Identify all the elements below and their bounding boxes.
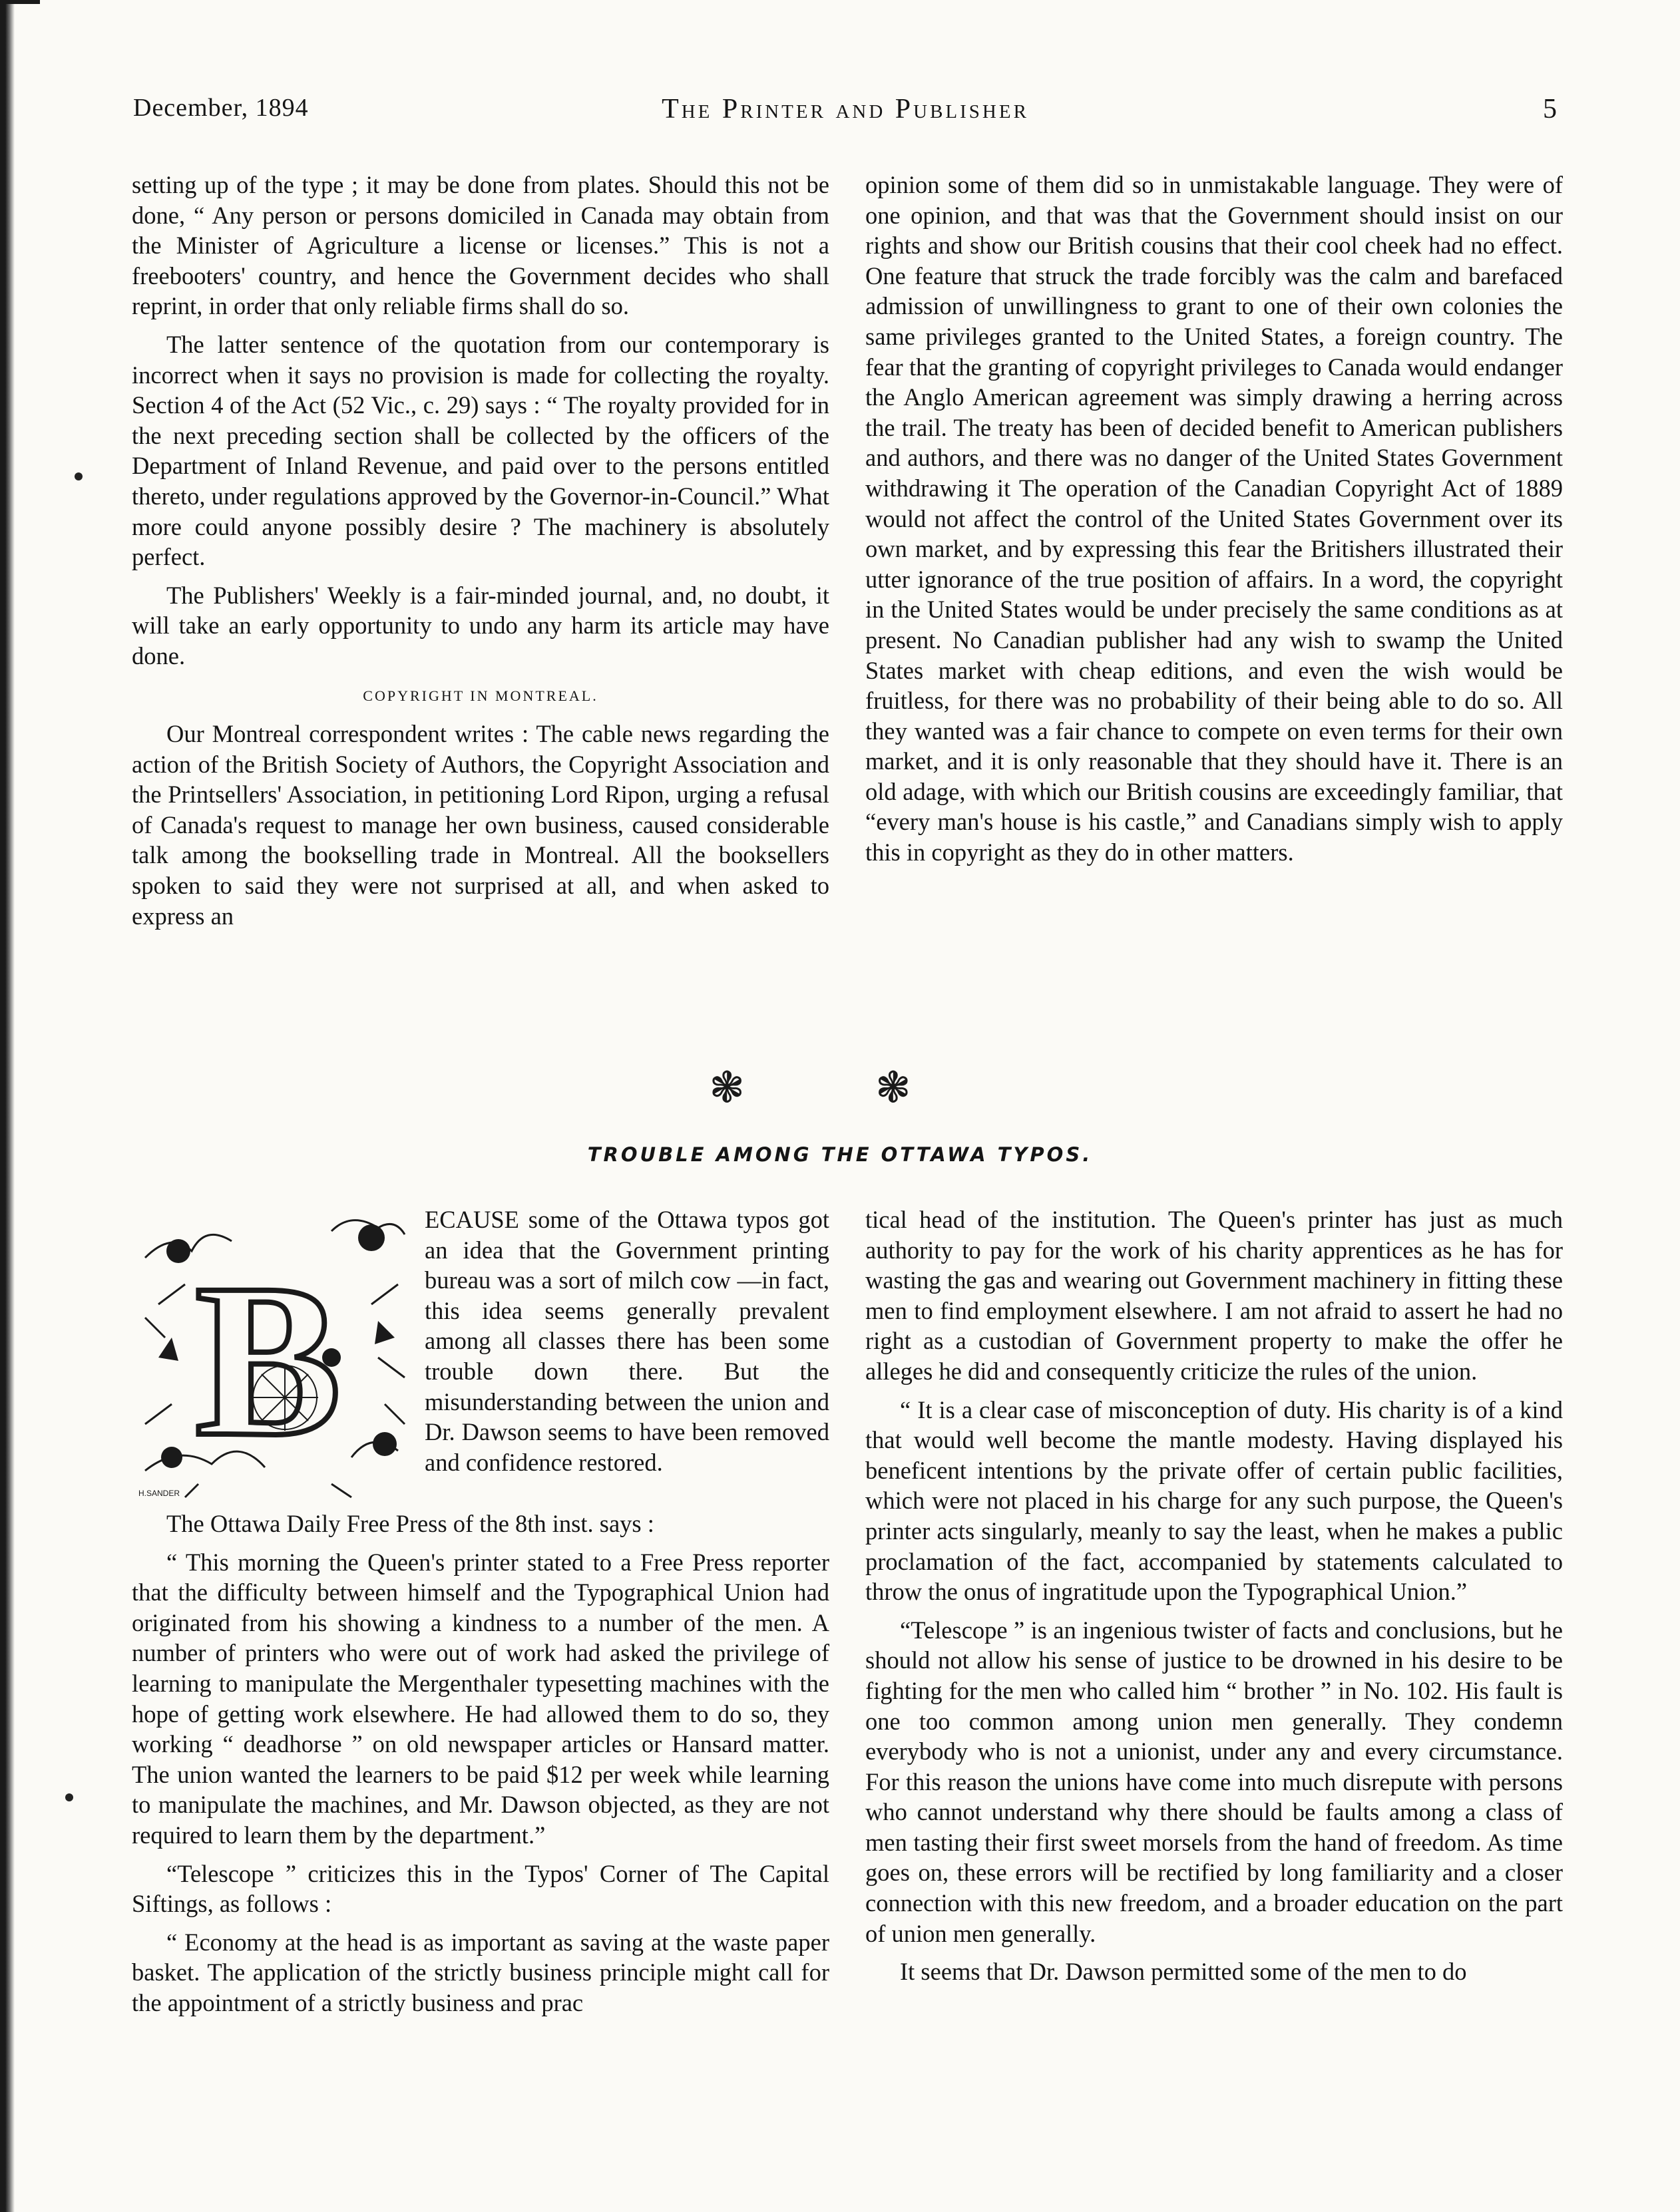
decorative-initial <box>132 1204 411 1501</box>
margin-mark <box>65 1793 73 1801</box>
paragraph: It seems that Dr. Dawson permitted some of the men to do <box>900 1958 1467 1986</box>
paragraph: “Telescope ” criticizes this in the Typos' Corner of The Capital Siftings, as follows : <box>132 1859 829 1918</box>
paragraph: “ This morning the Queen's printer stated to a Free Press reporter that the difficulty between himself and the Typographical Union had originated from his showing a kindness to a number of the men. A number of printers who were out of work had asked the privilege of learning to manipulate the Mergenthaler typesetting machines with the hope of getting work elsewhere. He had allowed them to do so, they working “ deadhorse ” on old newspaper articles or Hansard matter. The union wanted the learners to be paid $12 per week while learning to manipulate the machines, and Mr. Dawson objected, as they are not required to learn them by the department.” <box>132 1548 829 1849</box>
running-head <box>133 93 1558 133</box>
lead-paragraph: ECAUSE some of the Ottawa typos got an idea that the Government printing bureau was a sort of milch cow —in fact, this idea seems generally prevalent among all classes there has been some trouble down there. But the misunderstanding between the union and Dr. Dawson seems to have been removed and confidence restored. <box>425 1206 829 1476</box>
scan-corner-mark <box>0 0 40 4</box>
paragraph: The Ottawa Daily Free Press of the 8th inst. says : <box>166 1510 654 1537</box>
bottom-right-column <box>865 1204 1563 1987</box>
header-title: The Printer and Publisher <box>662 94 1029 124</box>
section-ornaments: ❃ ❃ <box>709 1064 971 1111</box>
paragraph: opinion some of them did so in unmistakable language. They were of one opinion, and that was that the Government should insist on our rights and show our British cousins that their cool cheek had no effect. One feature that struck the trade forcibly was the calm and barefaced admission of unwillingness to grant to one of their own colonies the same privileges granted to the United States, a foreign country. The fear that the granting of copyright privileges to Canada would endanger the Anglo American agreement was simply drawing a herring across the trail. The treaty has been of decided benefit to American publishers and authors, and there was no danger of the United States Government withdrawing it The operation of the Canadian Copyright Act of 1889 would not affect the control of the United States Government over its own market, and by expressing this fear the Britishers illustrated their utter ignorance of the true position of affairs. In a word, the copyright in the United States would be under precisely the same conditions as at present. No Canadian publisher had any wish to swamp the United States market with cheap editions, and even the wish would be fruitless, for there was no probability of their being able to do so. All they wanted was a fair chance to compete on even terms for their own market, and it is only reasonable that they should have it. There is an old adage, with which our British cousins are exceedingly familiar, that “every man's house is his castle,” and Canadians simply wish to apply this in copyright as they do in other matters. <box>865 171 1563 866</box>
margin-mark <box>75 472 83 480</box>
paragraph: “Telescope ” is an ingenious twister of facts and conclusions, but he should not allow his sense of justice to be drowned in his desire to be fighting for the men who called him “ brother ” in No. 102. His fault is one too common among union men generally. They condemn everybody who is not a unionist, under any and every circumstance. For this reason the unions have come into much disrepute with persons who cannot understand why there should be faults among a class of men tasting their first sweet morsels from the hand of freedom. As time goes on, these errors will be rectified by long familiarity and a closer connection with this new freedom, and a broader education on the part of union men generally. <box>865 1616 1563 1947</box>
page-number: 5 <box>1543 94 1558 124</box>
top-right-column <box>865 170 1563 868</box>
svg-text:H.SANDER: H.SANDER <box>138 1489 180 1498</box>
paragraph: Our Montreal correspondent writes : The cable news regarding the action of the British Society of Authors, the Copyright Association and the Printsellers' Association, in petitioning Lord Ripon, urging a refusal of Canada's request to manage her own business, caused considerable talk among the bookselling trade in Montreal. All the booksellers spoken to said they were not surprised at all, and when asked to express an <box>132 720 829 930</box>
top-left-column <box>132 170 829 931</box>
header-date: December, 1894 <box>133 94 309 122</box>
svg-text:B: B <box>194 1239 342 1482</box>
paragraph: The latter sentence of the quotation from our contemporary is incorrect when it says no provision is made for collecting the royalty. Section 4 of the Act (52 Vic., c. 29) says : “ The royalty provided for in the next preceding section shall be collected by the officers of the Department of Inland Revenue, and paid over to the persons entitled thereto, under regulations approved by the Governor-in-Council.” What more could anyone possibly desire ? The machinery is absolutely perfect. <box>132 330 829 571</box>
paragraph: tical head of the institution. The Queen's printer has just as much authority to pay for the work of his charity apprentices as he has for wasting the gas and wearing out Government machinery in fitting these men to find employment elsewhere. I am not afraid to assert he had no right as a custodian of Government property to make the offer he alleges he did and consequently criticize the rules of the union. <box>865 1206 1563 1385</box>
subheading: COPYRIGHT IN MONTREAL. <box>363 687 598 704</box>
article-title: TROUBLE AMONG THE OTTAWA TYPOS. <box>587 1143 1093 1166</box>
paragraph: “ Economy at the head is as important as saving at the waste paper basket. The application of the strictly business principle might call for the appointment of a strictly business and prac <box>132 1928 829 2016</box>
bottom-left-column <box>132 1204 829 2018</box>
paragraph: “ It is a clear case of misconception of duty. His charity is of a kind that would well become the mantle modesty. Having displayed his beneficent intentions by the private offer of certain public facilities, which were not placed in his charge for any such purpose, the Queen's printer acts singularly, meanly to say the least, when he makes a public proclamation of the fact, accompanied by statements calculated to throw the onus of ingratitude upon the Typographical Union.” <box>865 1395 1563 1606</box>
paragraph: The Publishers' Weekly is a fair-minded journal, and, no doubt, it will take an early opportunity to undo any harm its article may have done. <box>132 581 829 669</box>
paragraph: setting up of the type ; it may be done from plates. Should this not be done, “ Any person or persons domiciled in Canada may obtain from the Minister of Agriculture a license or licenses.” This is not a freebooters' country, and hence the Government decides who shall reprint, in order that only reliable firms shall do so. <box>132 171 829 320</box>
thistle-illustration-icon <box>132 1204 411 1501</box>
